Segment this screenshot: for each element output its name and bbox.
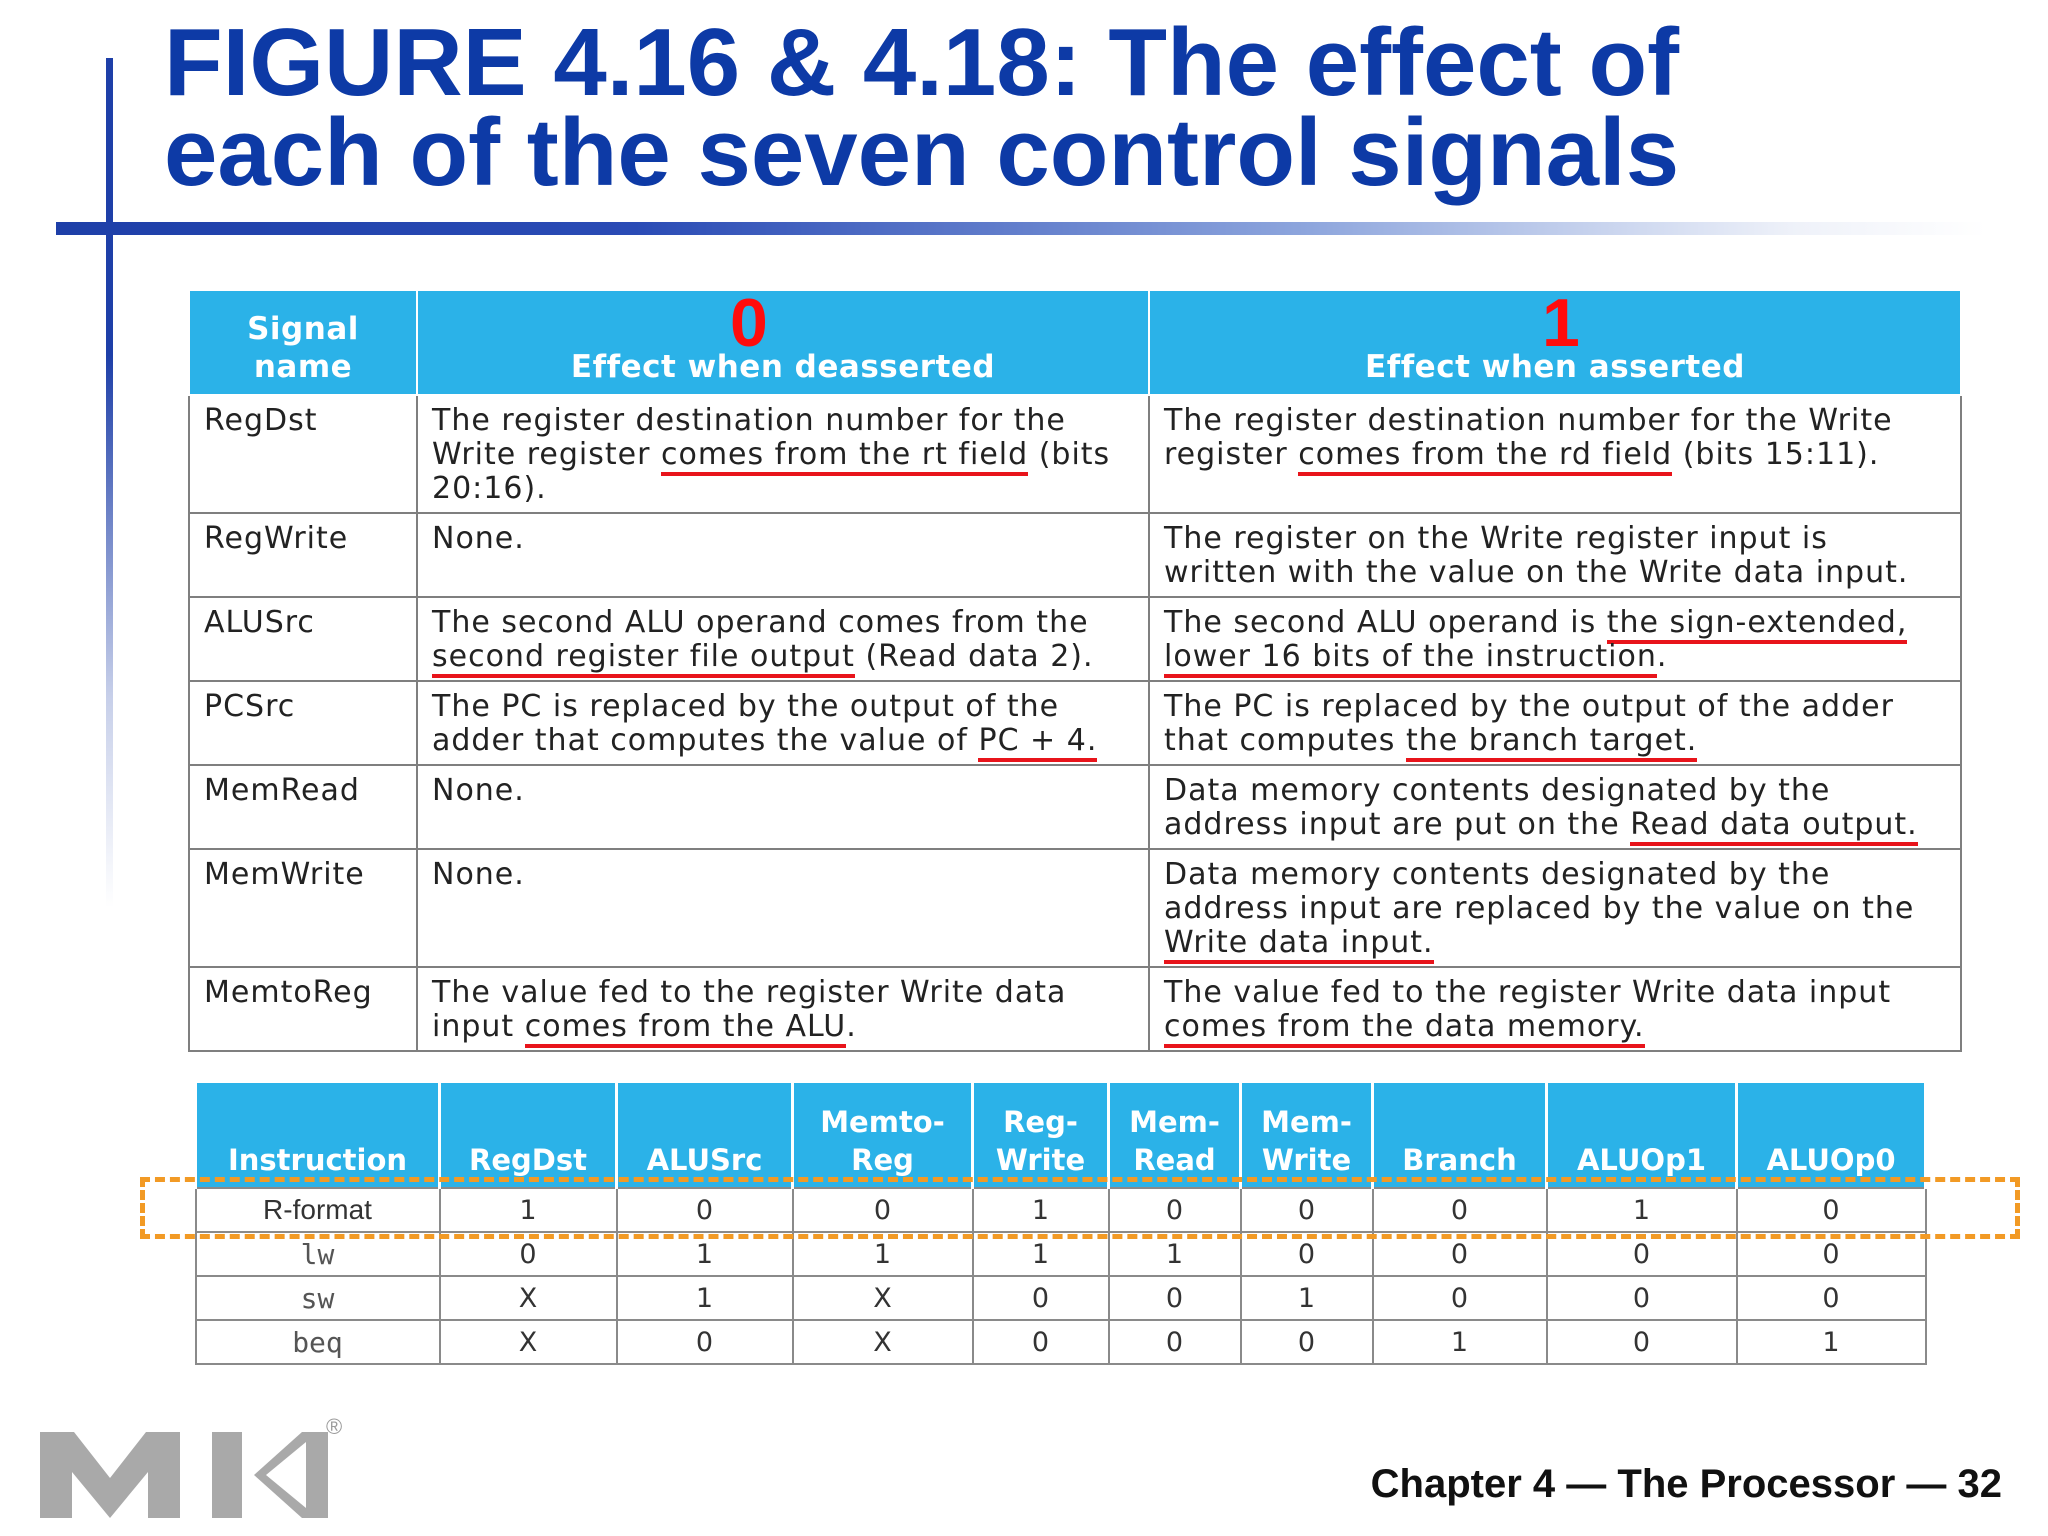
control-value-cell: 1 bbox=[1109, 1232, 1241, 1276]
control-value-cell: 1 bbox=[973, 1188, 1109, 1232]
control-value-cell: 0 bbox=[440, 1232, 617, 1276]
control-value-cell: 0 bbox=[1109, 1320, 1241, 1364]
effect-text-pre: None. bbox=[432, 773, 525, 808]
control-value-cell: 0 bbox=[1241, 1320, 1373, 1364]
instruction-cell: lw bbox=[196, 1232, 440, 1276]
slide-title bbox=[164, 9, 2024, 206]
effect-text-pre: The PC is replaced by the output of the adder that computes bbox=[1164, 689, 1894, 758]
control-row bbox=[196, 1276, 1926, 1320]
effect-text-post: (Read data 2). bbox=[854, 639, 1094, 674]
deasserted-effect bbox=[417, 513, 1149, 597]
effect-text-u: the branch target. bbox=[1406, 723, 1697, 762]
registered-mark: ® bbox=[326, 1414, 343, 1439]
control-header-line: RegDst bbox=[469, 1143, 587, 1177]
control-header-line: Read bbox=[1133, 1143, 1216, 1177]
effect-text-pre: The value fed to the register Write data input bbox=[1164, 975, 1892, 1010]
control-header-line: ALUSrc bbox=[646, 1143, 763, 1177]
control-header-line: Reg bbox=[851, 1143, 914, 1177]
signal-row bbox=[189, 513, 1961, 597]
title-horizontal-rule bbox=[56, 222, 1986, 235]
control-table-header-row bbox=[196, 1083, 1926, 1188]
control-header-line: Memto- bbox=[820, 1105, 945, 1139]
asserted-effect bbox=[1149, 849, 1961, 967]
instruction-cell: R-format bbox=[196, 1188, 440, 1232]
control-value-cell: 0 bbox=[1373, 1276, 1547, 1320]
signal-table-header-row bbox=[189, 290, 1961, 395]
header-deasserted-label: Effect when deasserted bbox=[570, 349, 996, 385]
effect-text-post: (bits 20:16). bbox=[432, 437, 1111, 506]
control-value-cell: 1 bbox=[793, 1232, 973, 1276]
signal-row bbox=[189, 967, 1961, 1051]
deasserted-effect bbox=[417, 967, 1149, 1051]
control-row bbox=[196, 1320, 1926, 1364]
effect-text-pre: Data memory contents designated by the address input are put on the bbox=[1164, 773, 1831, 842]
deasserted-effect bbox=[417, 395, 1149, 513]
asserted-effect bbox=[1149, 765, 1961, 849]
effect-text-u: second register file output bbox=[432, 639, 855, 678]
asserted-effect bbox=[1149, 681, 1961, 765]
title-line-1: FIGURE 4.16 & 4.18: The effect of bbox=[164, 9, 1680, 116]
signal-row bbox=[189, 597, 1961, 681]
instruction-cell: beq bbox=[196, 1320, 440, 1364]
deasserted-value-marker: 0 bbox=[730, 285, 769, 361]
control-header bbox=[793, 1083, 973, 1188]
control-header-line: Branch bbox=[1402, 1143, 1517, 1177]
deasserted-effect bbox=[417, 765, 1149, 849]
asserted-effect bbox=[1149, 395, 1961, 513]
asserted-effect bbox=[1149, 967, 1961, 1051]
effect-text-u: comes from the data memory. bbox=[1164, 1009, 1645, 1048]
effect-text-post: . bbox=[846, 1009, 857, 1044]
effect-text-u: the sign-extended, lower 16 bits of the instruction bbox=[1164, 605, 1907, 678]
control-value-cell: 0 bbox=[1547, 1232, 1737, 1276]
control-header bbox=[1241, 1083, 1373, 1188]
control-value-cell: 1 bbox=[440, 1188, 617, 1232]
title-vertical-rule bbox=[106, 58, 113, 908]
effect-text-pre: The register destination number for the Write register bbox=[1164, 403, 1893, 472]
control-value-cell: 0 bbox=[1737, 1188, 1926, 1232]
control-value-cell: 0 bbox=[1373, 1188, 1547, 1232]
control-value-cell: 0 bbox=[1109, 1276, 1241, 1320]
control-header-line: Reg- bbox=[1003, 1105, 1078, 1139]
control-value-cell: 0 bbox=[793, 1188, 973, 1232]
control-value-cell: 1 bbox=[1547, 1188, 1737, 1232]
control-value-cell: X bbox=[793, 1276, 973, 1320]
control-value-cell: X bbox=[440, 1320, 617, 1364]
signal-row bbox=[189, 765, 1961, 849]
control-header-line: Mem- bbox=[1129, 1105, 1220, 1139]
control-header bbox=[973, 1083, 1109, 1188]
control-value-cell: 0 bbox=[973, 1276, 1109, 1320]
signal-row bbox=[189, 681, 1961, 765]
control-value-cell: 1 bbox=[617, 1276, 793, 1320]
signal-name: MemWrite bbox=[189, 849, 417, 967]
title-line-2: each of the seven control signals bbox=[164, 99, 1680, 206]
signal-table-body bbox=[189, 395, 1961, 1051]
effect-text-u: PC + 4. bbox=[978, 723, 1097, 762]
control-header bbox=[1737, 1083, 1926, 1188]
control-value-cell: 0 bbox=[1373, 1232, 1547, 1276]
signal-name: ALUSrc bbox=[189, 597, 417, 681]
asserted-effect bbox=[1149, 597, 1961, 681]
control-value-cell: 0 bbox=[973, 1320, 1109, 1364]
deasserted-effect bbox=[417, 849, 1149, 967]
effect-text-u: comes from the rd field bbox=[1298, 437, 1672, 476]
control-value-cell: 0 bbox=[1547, 1320, 1737, 1364]
signal-name: PCSrc bbox=[189, 681, 417, 765]
signal-row bbox=[189, 395, 1961, 513]
control-value-cell: 0 bbox=[617, 1320, 793, 1364]
asserted-value-marker: 1 bbox=[1542, 285, 1581, 361]
control-value-cell: 1 bbox=[1373, 1320, 1547, 1364]
signal-name: MemtoReg bbox=[189, 967, 417, 1051]
header-deasserted bbox=[417, 285, 1149, 395]
control-header bbox=[1109, 1083, 1241, 1188]
deasserted-effect bbox=[417, 681, 1149, 765]
signal-name: RegDst bbox=[189, 395, 417, 513]
header-asserted bbox=[1149, 285, 1961, 395]
control-header-line: Write bbox=[995, 1143, 1086, 1177]
deasserted-effect bbox=[417, 597, 1149, 681]
effect-text-pre: Data memory contents designated by the address input are replaced by the value on the bbox=[1164, 857, 1915, 926]
effect-text-u: Read data output. bbox=[1630, 807, 1918, 846]
control-value-cell: X bbox=[793, 1320, 973, 1364]
r-format-highlight-box bbox=[140, 1177, 2020, 1239]
control-value-cell: 1 bbox=[1737, 1320, 1926, 1364]
control-header-line: Mem- bbox=[1261, 1105, 1352, 1139]
asserted-effect bbox=[1149, 513, 1961, 597]
effect-text-pre: The second ALU operand comes from the bbox=[432, 605, 1089, 640]
effect-text-u: Write data input. bbox=[1164, 925, 1434, 964]
signal-row bbox=[189, 849, 1961, 967]
control-value-cell: 0 bbox=[617, 1188, 793, 1232]
control-value-cell: 1 bbox=[617, 1232, 793, 1276]
control-header-line: Write bbox=[1261, 1143, 1352, 1177]
control-value-cell: 0 bbox=[1241, 1232, 1373, 1276]
control-header bbox=[196, 1083, 440, 1188]
effect-text-post: (bits 15:11). bbox=[1672, 437, 1880, 472]
effect-text-pre: The register on the Write register input is written with the value on the Write data input. bbox=[1164, 521, 1909, 590]
control-value-cell: 1 bbox=[973, 1232, 1109, 1276]
control-value-cell: 1 bbox=[1241, 1276, 1373, 1320]
control-value-cell: 0 bbox=[1547, 1276, 1737, 1320]
control-value-cell: X bbox=[440, 1276, 617, 1320]
header-asserted-label: Effect when asserted bbox=[1365, 349, 1745, 385]
effect-text-pre: The value fed to the register Write data input bbox=[432, 975, 1067, 1044]
slide-footer: Chapter 4 — The Processor — 32 bbox=[1370, 1462, 2002, 1506]
effect-text-pre: The register destination number for the Write register bbox=[432, 403, 1066, 472]
control-value-cell: 0 bbox=[1737, 1232, 1926, 1276]
instruction-cell: sw bbox=[196, 1276, 440, 1320]
control-header-line: ALUOp1 bbox=[1576, 1143, 1707, 1177]
control-header bbox=[1547, 1083, 1737, 1188]
effect-text-pre: The second ALU operand is bbox=[1164, 605, 1607, 640]
control-value-cell: 0 bbox=[1109, 1188, 1241, 1232]
effect-text-post: . bbox=[1656, 639, 1668, 674]
control-value-cell: 0 bbox=[1241, 1188, 1373, 1232]
effect-text-u: comes from the ALU bbox=[525, 1009, 847, 1048]
control-header bbox=[440, 1083, 617, 1188]
effect-text-pre: None. bbox=[432, 857, 525, 892]
effect-text-pre: None. bbox=[432, 521, 525, 556]
effect-text-u: comes from the rt field bbox=[661, 437, 1028, 476]
control-header-line: Instruction bbox=[227, 1143, 408, 1177]
control-header-line: ALUOp0 bbox=[1766, 1143, 1896, 1177]
control-value-cell: 0 bbox=[1737, 1276, 1926, 1320]
header-signal-name: Signal name bbox=[189, 290, 417, 395]
signal-name: RegWrite bbox=[189, 513, 417, 597]
mk-logo bbox=[40, 1430, 330, 1520]
effect-text-pre: The PC is replaced by the output of the adder that computes the value of bbox=[432, 689, 1060, 758]
signal-name: MemRead bbox=[189, 765, 417, 849]
control-header bbox=[617, 1083, 793, 1188]
control-header bbox=[1373, 1083, 1547, 1188]
signal-effects-table bbox=[188, 285, 1962, 1052]
